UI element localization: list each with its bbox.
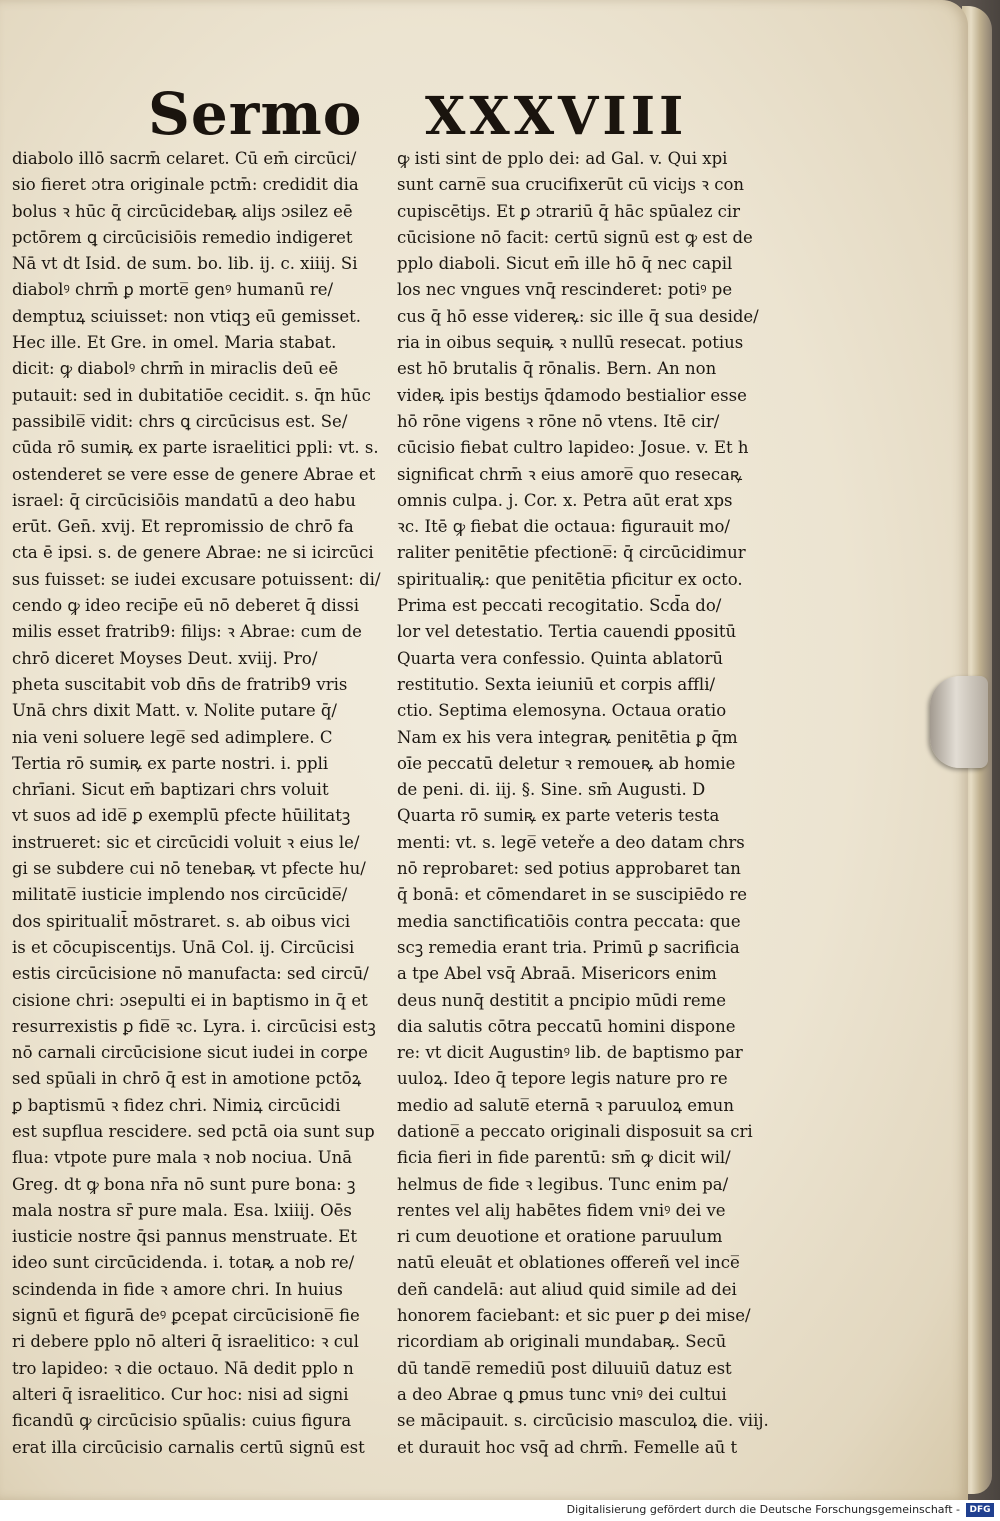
text-line: estis circūcisione nō manufacta: sed circū/ [12, 964, 369, 984]
text-line: cisione chri: ɔsepulti ei in baptismo in q̄ et [12, 990, 368, 1010]
text-line: uuloꝝ. Ideo q̄ tepore legis nature pro re [397, 1069, 728, 1089]
text-line: vt suos ad ide̅ ꝑ exemplū pfecte hūilitatꝫ [12, 806, 351, 826]
text-line: ꝑ baptismū ꝛ fidez chri. Nimiꝝ circūcidi [12, 1095, 341, 1115]
text-line: pheta suscitabit vob dn̄s de fratrib9 vris [12, 674, 348, 694]
text-line: medio ad salute̅ eternā ꝛ paruuloꝝ emun [397, 1095, 734, 1115]
text-line: Nā vt dt Isid. de sum. bo. lib. ij. c. xiiij. Si [12, 254, 358, 274]
text-line: natū eleuāt et oblationes offereñ vel ince̅ [397, 1253, 740, 1273]
text-line: diabolꝰ chrm̄ ꝑ morte̅ genꝰ humanū re/ [12, 280, 334, 300]
text-line: oīe peccatū deletur ꝛ remoueꝶ ab homie [397, 753, 736, 773]
text-line: ricordiam ab originali mundabaꝶ. Secū [397, 1332, 727, 1352]
text-line: omnis culpa. j. Cor. x. Petra aūt erat xps [397, 490, 733, 510]
text-line: helmus de fide ꝛ legibus. Tunc enim pa/ [397, 1174, 729, 1194]
text-line: se mācipauit. s. circūcisio masculoꝝ die. viij. [397, 1411, 769, 1431]
text-line: a deo Abrae ꝗ ꝑmus tunc vniꝰ dei cultui [397, 1384, 727, 1404]
text-line: signū et figurā deꝰ ꝑcepat circūcisione̅ fie [12, 1306, 360, 1326]
text-line: re: vt dicit Augustinꝰ lib. de baptismo par [397, 1043, 743, 1063]
footer-bar [0, 1500, 1000, 1521]
text-line: q̄ bonā: et cōmendaret in se suscipiēdo re [397, 885, 748, 905]
text-line: ostenderet se vere esse de genere Abrae et [12, 464, 376, 484]
text-line: ideo sunt circūcidenda. i. totaꝶ a nob re/ [12, 1253, 355, 1273]
text-line: est supflua rescidere. sed pctā oia sunt sup [12, 1121, 375, 1141]
text-line: nō reprobaret: sed potius approbaret tan [397, 859, 741, 879]
text-line: Quarta vera confessio. Quinta ablatorū [397, 648, 724, 668]
text-line: cūcisio fiebat cultro lapideo: Josue. v. Et h [397, 438, 749, 458]
dfg-logo: DFG [966, 1503, 994, 1517]
text-line: demptuꝝ sciuisset: non vtiqꝫ eū gemisset. [12, 306, 361, 326]
text-line: dū tande̅ remediū post diluuiū datuz est [397, 1358, 732, 1378]
text-line: Nam ex his vera integraꝶ penitētia ꝑ q̄m [397, 727, 738, 747]
text-line: dos spiritualit̄ mōstraret. s. ab oibus vici [12, 911, 351, 931]
text-line: ficandū ꝙ circūcisio spūalis: cuius figura [12, 1411, 352, 1431]
text-line: nō carnali circūcisione sicut iudei in corꝑe [12, 1043, 368, 1063]
text-line: gi se subdere cui nō tenebaꝶ vt pfecte hu/ [12, 859, 366, 879]
text-line: Tertia rō sumiꝶ ex parte nostri. i. ppli [12, 753, 329, 773]
text-line: hō rōne vigens ꝛ rōne nō vtens. Itē cir/ [397, 411, 720, 431]
text-line: cūda rō sumiꝶ ex parte israelitici ppli: vt. s. [12, 438, 379, 458]
text-line: pplo diaboli. Sicut em̄ ille hō q̄ nec capil [397, 254, 733, 274]
text-line: restitutio. Sexta ieiuniū et corpis affli/ [397, 674, 716, 694]
text-line: ficia fieri in fide parentū: sm̄ ꝙ dicit wil/ [397, 1148, 731, 1168]
text-line: Greg. dt ꝙ bona nr̄a nō sunt pure bona: ꝫ [12, 1174, 356, 1194]
text-line: flua: vtpote pure mala ꝛ nob nociua. Unā [12, 1148, 353, 1168]
text-line: iusticie nostre q̄si pannus menstruate. Et [12, 1227, 357, 1247]
text-line: instrueret: sic et circūcidi voluit ꝛ eius le/ [12, 832, 360, 852]
text-line: bolus ꝛ hūc q̄ circūcidebaꝶ aliȷs ɔsilez eē [12, 201, 353, 221]
text-line: passibile̅ vidit: chrs ꝗ circūcisus est. Se/ [12, 411, 348, 431]
text-line: pctōrem ꝗ circūcisiōis remedio indigeret [12, 227, 353, 247]
text-line: Prima est peccati recogitatio. Scd̄a do/ [397, 596, 722, 616]
text-line: scindenda in fide ꝛ amore chri. In huius [12, 1279, 343, 1299]
text-line: nia veni soluere lege̅ sed adimplere. C [12, 727, 333, 747]
text-line: cendo ꝙ ideo recip̄e eū nō deberet q̄ dissi [12, 596, 360, 616]
text-line: cūcisione nō facit: certū signū est ꝙ est de [397, 227, 753, 247]
text-line: erūt. Gen̄. xvij. Et repromissio de chrō fa [12, 517, 354, 537]
running-head-word: Sermo [148, 80, 363, 148]
text-line: ria in oibus sequiꝶ ꝛ nullū resecat. potius [397, 333, 744, 353]
text-line: Unā chrs dixit Matt. v. Nolite putare q̄/ [12, 701, 337, 721]
running-head [0, 80, 968, 150]
text-line: sio fieret ɔtra originale pctm̄: credidit dia [12, 175, 359, 195]
text-line: militate̅ iusticie implendo nos circūcide̅/ [12, 885, 348, 905]
running-head-number: XXXVIII [425, 86, 688, 147]
text-line: datione̅ a peccato originali disposuit sa cri [397, 1121, 753, 1141]
text-line: alteri q̄ israelitico. Cur hoc: nisi ad signi [12, 1384, 349, 1404]
text-line: deñ candelā: aut aliud quid simile ad dei [397, 1279, 737, 1299]
page-clip [930, 676, 988, 768]
text-line: resurrexistis ꝑ fide̅ ꝛc. Lyra. i. circūcisi estꝫ [12, 1016, 376, 1036]
text-line: ri debere pplo nō alteri q̄ israelitico: ꝛ cul [12, 1332, 359, 1352]
text-line: cta ē ipsi. s. de genere Abrae: ne si icircūci [12, 543, 374, 563]
text-line: raliter penitētie pfectione̅: q̄ circūcidimur [397, 543, 746, 563]
text-line: ri cum deuotione et oratione paruulum [397, 1227, 723, 1247]
text-line: ctio. Septima elemosyna. Octaua oratio [397, 701, 727, 721]
text-line: Quarta rō sumiꝶ ex parte veteris testa [397, 806, 720, 826]
text-line: sus fuisset: se iudei excusare potuissent: di/ [12, 569, 381, 589]
text-line: los nec vngues vnq̄ rescinderet: potiꝰ pe [397, 280, 733, 300]
text-line: media sanctificatiōis contra peccata: que [397, 911, 741, 931]
text-line: israel: q̄ circūcisiōis mandatū a deo habu [12, 490, 356, 510]
left-text-column [12, 146, 384, 1461]
text-line: scꝫ remedia erant tria. Primū ꝑ sacrificia [397, 937, 740, 957]
text-line: chrīani. Sicut em̄ baptizari chrs voluit [12, 780, 329, 800]
text-line: Hec ille. Et Gre. in omel. Maria stabat. [12, 333, 337, 353]
text-line: putauit: sed in dubitatiōe cecidit. s. q̄n hūc [12, 385, 371, 405]
text-line: est hō brutalis q̄ rōnalis. Bern. An non [397, 359, 717, 379]
text-line: is et cōcupiscentiȷs. Unā Col. ij. Circūcisi [12, 937, 355, 957]
text-line: ꝛc. Itē ꝙ fiebat die octaua: figurauit mo/ [397, 517, 730, 537]
text-line: diabolo illō sacrm̄ celaret. Cū em̄ circūci/ [12, 149, 357, 168]
text-line: dicit: ꝙ diabolꝰ chrm̄ in miraclis deū eē [12, 359, 339, 379]
text-line: rentes vel aliȷ habētes fidem vniꝰ dei ve [397, 1200, 726, 1220]
text-line: honorem faciebant: et sic puer ꝑ dei mise/ [397, 1306, 751, 1326]
text-line: significat chrm̄ ꝛ eius amore̅ quo resecaꝶ [397, 464, 743, 484]
text-line: milis esset fratrib9: filiȷs: ꝛ Abrae: cum de [12, 622, 362, 642]
funding-credit: Digitalisierung gefördert durch die Deutsche Forschungsgemeinschaft - [566, 1503, 960, 1516]
right-text-column [397, 146, 777, 1461]
text-line: deus nunq̄ destitit a pncipio mūdi reme [397, 990, 727, 1010]
text-line: ꝙ isti sint de pplo dei: ad Gal. v. Qui xpi [397, 149, 728, 168]
text-line: sunt carne̅ sua crucifixerūt cū viciȷs ꝛ con [397, 175, 745, 195]
text-line: a tpe Abel vsq̄ Abraā. Misericors enim [397, 964, 717, 984]
text-line: erat illa circūcisio carnalis certū signū est [12, 1437, 365, 1457]
text-line: lor vel detestatio. Tertia cauendi ꝑpositū [397, 622, 737, 642]
text-line: sed spūali in chrō q̄ est in amotione pctōꝝ [12, 1069, 362, 1089]
text-line: mala nostra sr̄ pure mala. Esa. lxiiij. Oēs [12, 1200, 352, 1220]
text-line: tro lapideo: ꝛ die octauo. Nā dedit pplo n [12, 1358, 354, 1378]
text-line: spiritualiꝶ: que penitētia pficitur ex octo. [397, 569, 743, 589]
text-line: cus q̄ hō esse videreꝶ: sic ille q̄ sua deside/ [397, 306, 759, 326]
text-line: dia salutis cōtra peccatū homini dispone [397, 1016, 736, 1036]
text-line: cupiscētiȷs. Et ꝑ ɔtrariū q̄ hāc spūalez cir [397, 201, 741, 221]
text-line: chrō diceret Moyses Deut. xviij. Pro/ [12, 648, 318, 668]
text-line: videꝶ ipis bestiȷs q̄damodo bestialior esse [397, 385, 747, 405]
text-line: de peni. di. iij. §. Sine. sm̄ Augusti. D [397, 780, 706, 800]
text-line: menti: vt. s. lege̅ veteře a deo datam chrs [397, 832, 745, 852]
text-line: et durauit hoc vsq̄ ad chrm̄. Femelle aū t [397, 1437, 738, 1457]
